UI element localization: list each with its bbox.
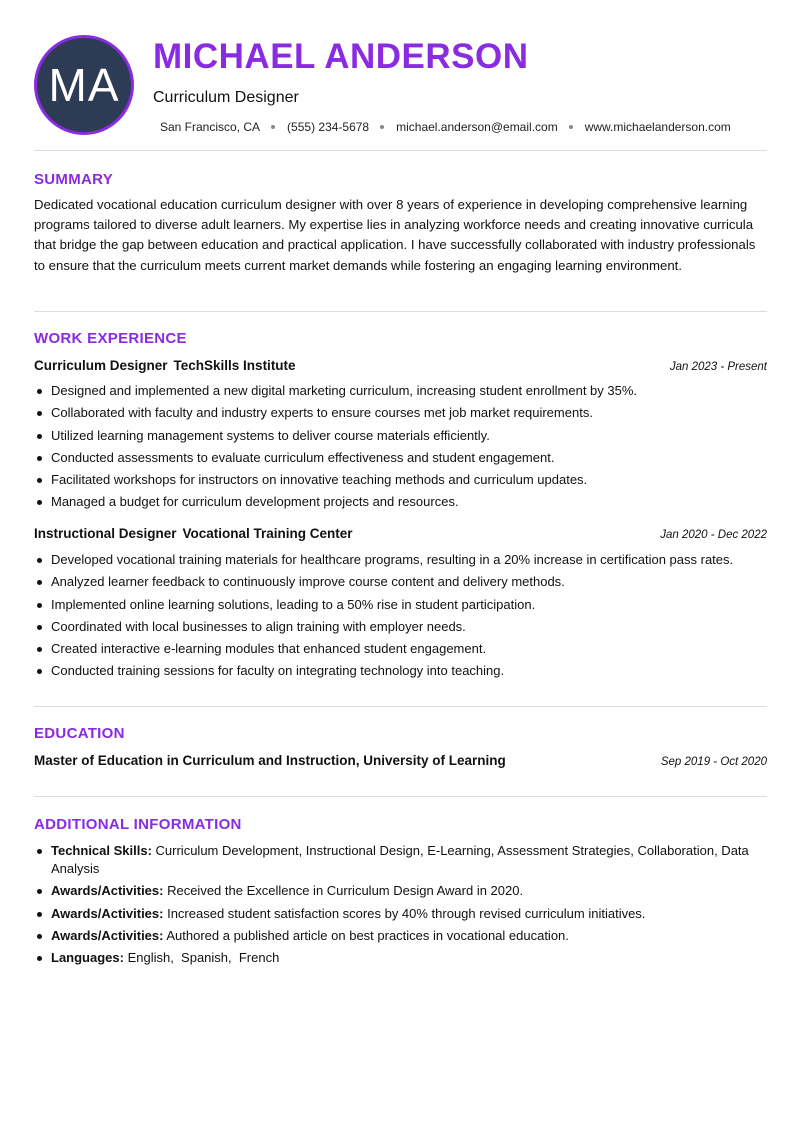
divider: [34, 311, 767, 312]
list-item: [34, 905, 769, 923]
degree-title: Master of Education in Curriculum and Instruction, University of Learning: [34, 753, 506, 768]
education-entry: [34, 753, 767, 768]
list-item: Developed vocational training materials for healthcare programs, resulting in a 20% increase in certification pass rates.: [34, 551, 769, 569]
job-dates: Jan 2020 - Dec 2022: [660, 529, 767, 541]
divider: [34, 150, 767, 151]
summary-text: Dedicated vocational education curriculum designer with over 8 years of experience in developing comprehensive learning programs tailored to diverse adult learners. My expertise lies in analyzing workforce needs and creating innovative curricula that bridge the gap between education and practical application. I have successfully collaborated with industry professionals to ensure that the curriculum meets current market demands while fostering an engaging learning environment.: [34, 197, 756, 273]
separator-dot: [569, 125, 573, 129]
list-item: [34, 842, 769, 878]
avatar: [34, 35, 134, 135]
job-position: Instructional Designer: [34, 526, 177, 541]
education-dates: Sep 2019 - Oct 2020: [660, 756, 767, 768]
item-text: Curriculum Development, Instructional Design, E-Learning, Assessment Strategies, Collaboration, Data Analysis: [51, 843, 749, 876]
list-item: Conducted assessments to evaluate curriculum effectiveness and student engagement.: [34, 449, 769, 467]
job-header: [34, 358, 767, 373]
list-item: Designed and implemented a new digital marketing curriculum, increasing student enrollment by 35%.: [34, 382, 769, 400]
avatar-initials: MA: [48, 59, 120, 111]
list-item: Utilized learning management systems to deliver course materials efficiently.: [34, 427, 769, 445]
list-item: [34, 882, 769, 900]
list-item: Implemented online learning solutions, leading to a 50% rise in student participation.: [34, 596, 769, 614]
job-title: [34, 358, 296, 373]
list-item: Managed a budget for curriculum development projects and resources.: [34, 493, 769, 511]
job-company: TechSkills Institute: [173, 358, 296, 373]
separator-dot: [271, 125, 275, 129]
item-label: Languages:: [51, 950, 124, 966]
candidate-name: MICHAEL ANDERSON: [153, 37, 529, 76]
list-item: [34, 949, 769, 967]
contact-phone: (555) 234-5678: [287, 120, 370, 134]
item-text: English, Spanish, French: [123, 950, 280, 966]
summary-heading: SUMMARY: [34, 171, 114, 188]
job-role: Curriculum Designer: [153, 89, 299, 106]
item-text: Authored a published article on best practices in vocational education.: [163, 927, 569, 943]
education-heading: EDUCATION: [34, 725, 125, 742]
job-position: Curriculum Designer: [34, 358, 168, 373]
divider: [34, 796, 767, 797]
experience-heading: WORK EXPERIENCE: [34, 330, 187, 347]
item-text: Received the Excellence in Curriculum Design Award in 2020.: [163, 883, 524, 899]
contact-email[interactable]: michael.anderson@email.com: [396, 120, 558, 134]
list-item: Created interactive e-learning modules that enhanced student engagement.: [34, 640, 769, 658]
job-title: [34, 526, 353, 541]
job-bullet-list: [34, 382, 769, 516]
contact-location: San Francisco, CA: [160, 120, 261, 134]
additional-list: [34, 842, 769, 971]
item-text: Increased student satisfaction scores by 40% through revised curriculum initiatives.: [163, 905, 646, 921]
list-item: [34, 927, 769, 945]
list-item: Conducted training sessions for faculty on integrating technology into teaching.: [34, 662, 769, 680]
divider: [34, 706, 767, 707]
item-label: Technical Skills:: [51, 843, 152, 858]
list-item: Facilitated workshops for instructors on innovative teaching methods and curriculum updates.: [34, 471, 769, 489]
list-item: Coordinated with local businesses to align training with employer needs.: [34, 618, 769, 636]
list-item: Analyzed learner feedback to continuously improve course content and delivery methods.: [34, 573, 769, 591]
separator-dot: [380, 125, 384, 129]
additional-heading: ADDITIONAL INFORMATION: [34, 816, 242, 833]
item-label: Awards/Activities:: [51, 883, 164, 899]
item-label: Awards/Activities:: [51, 927, 164, 943]
job-dates: Jan 2023 - Present: [669, 361, 767, 373]
contact-bar: [160, 119, 731, 135]
item-label: Awards/Activities:: [51, 905, 164, 921]
job-company: Vocational Training Center: [182, 526, 353, 541]
job-header: [34, 526, 767, 541]
contact-website[interactable]: www.michaelanderson.com: [584, 120, 731, 134]
list-item: Collaborated with faculty and industry experts to ensure courses met job market requirements.: [34, 404, 769, 422]
job-bullet-list: [34, 551, 769, 685]
